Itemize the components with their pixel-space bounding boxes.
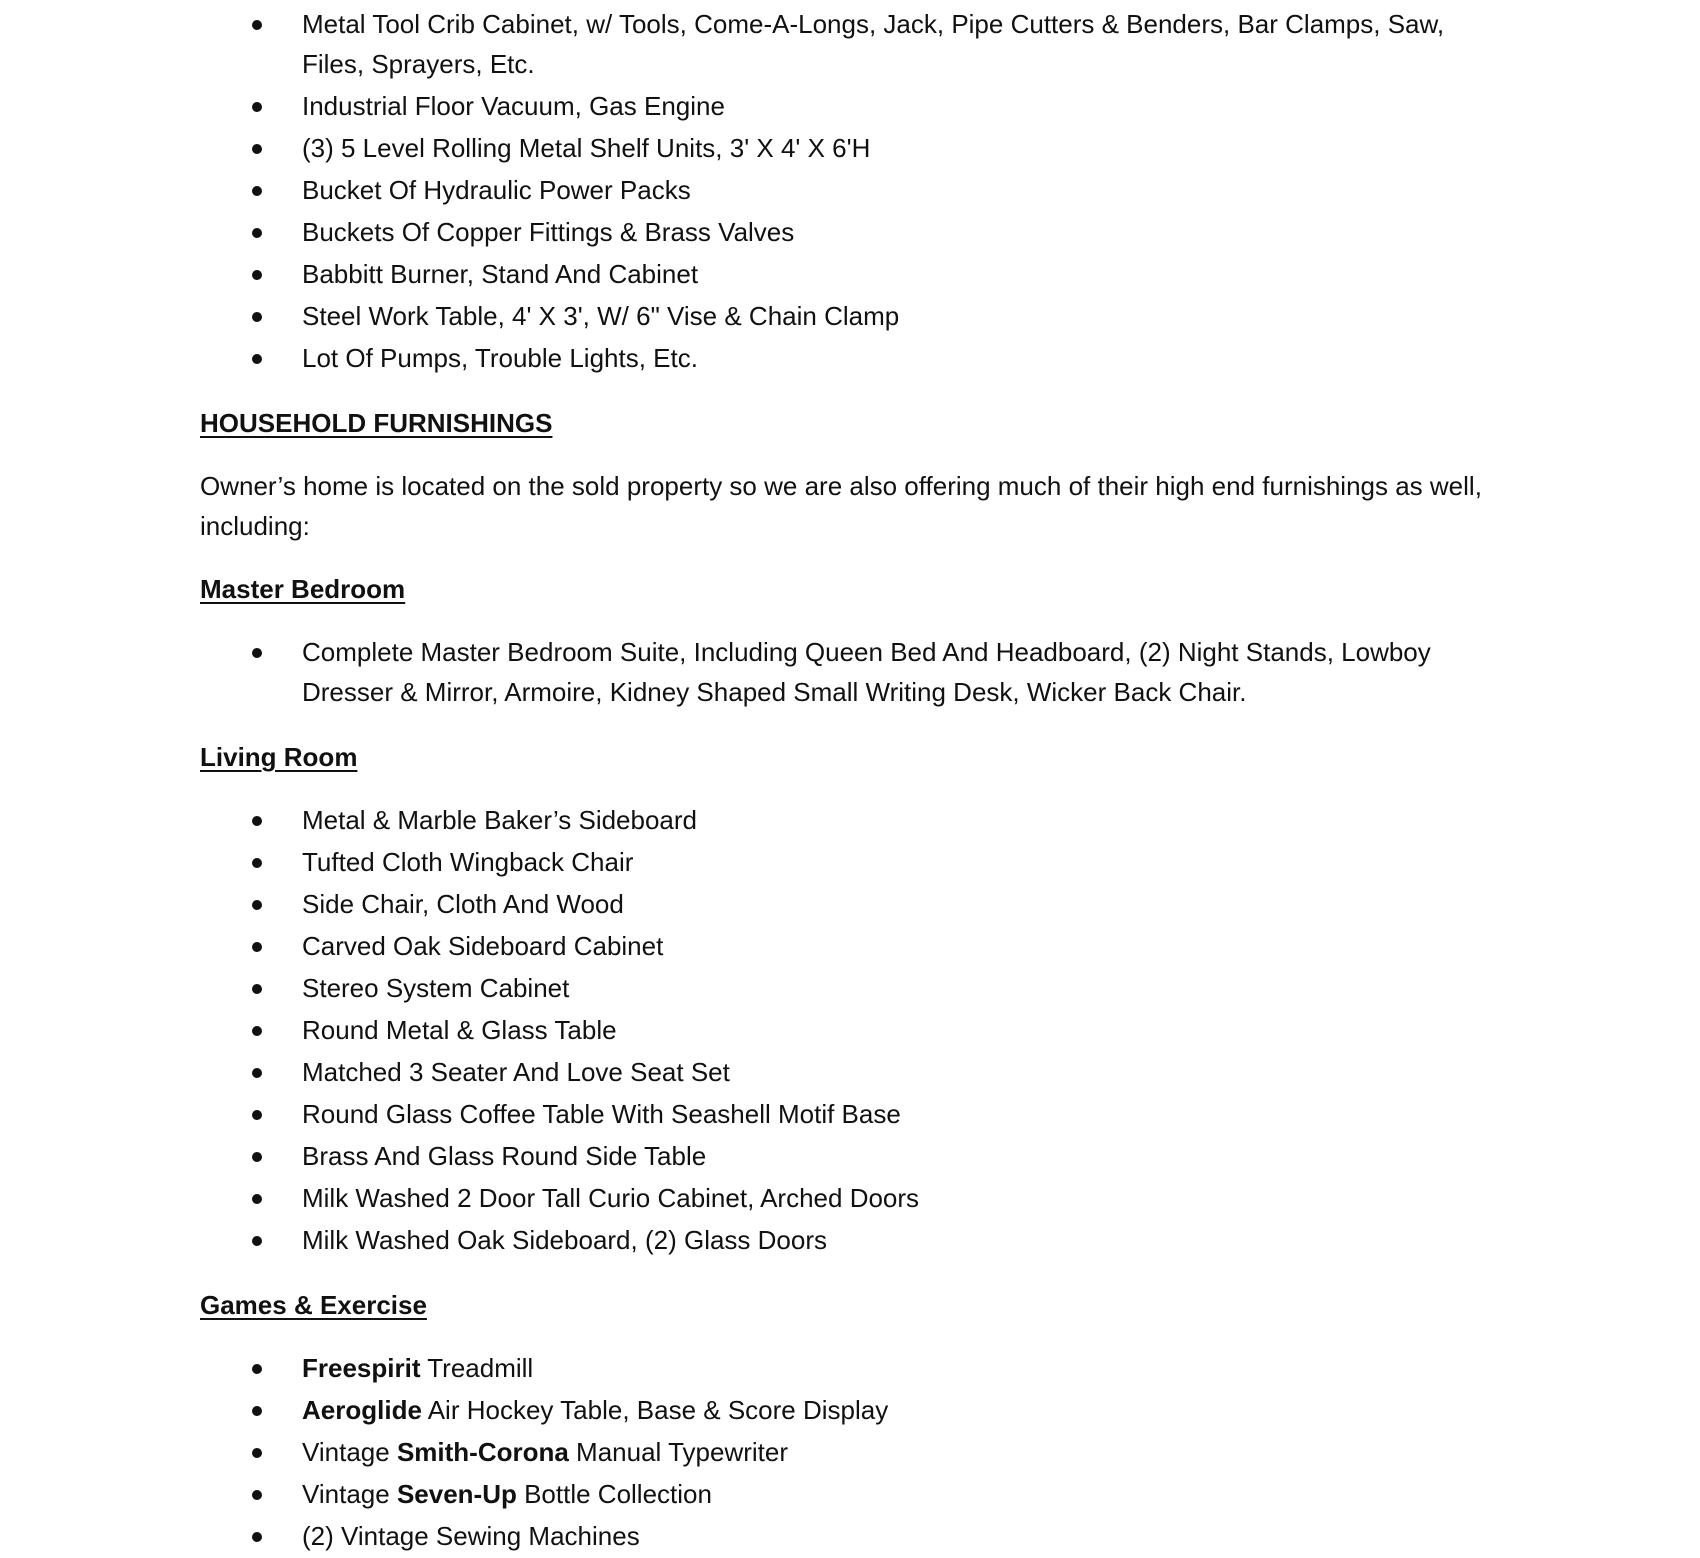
list-item: Buckets Of Copper Fittings & Brass Valves <box>0 212 1482 254</box>
list-item: Carved Oak Sideboard Cabinet <box>0 926 1482 968</box>
bullet-icon <box>252 648 262 658</box>
bullet-icon <box>252 1152 262 1162</box>
bullet-icon <box>252 900 262 910</box>
list-item: Tufted Cloth Wingback Chair <box>0 842 1482 884</box>
list-item: Stereo System Cabinet <box>0 968 1482 1010</box>
bullet-icon <box>252 102 262 112</box>
list-item: Freespirit Treadmill <box>0 1348 1482 1390</box>
tools-list <box>0 4 1482 380</box>
list-item: Aeroglide Air Hockey Table, Base & Score Display <box>0 1390 1482 1432</box>
bullet-icon <box>252 270 262 280</box>
list-item: Brass And Glass Round Side Table <box>0 1136 1482 1178</box>
list-item: Vintage Smith-Corona Manual Typewriter <box>0 1432 1482 1474</box>
list-item: Lot Of Pumps, Trouble Lights, Etc. <box>0 338 1482 380</box>
bullet-icon <box>252 1490 262 1500</box>
bullet-icon <box>252 20 262 30</box>
list-item: Complete Master Bedroom Suite, Including Queen Bed And Headboard, (2) Night Stands, Lowboy Dresser & Mirror, Armoire, Kidney Shaped Small Writing Desk, Wicker Back Chair. <box>0 632 1482 714</box>
bullet-icon <box>252 984 262 994</box>
list-item: Milk Washed 2 Door Tall Curio Cabinet, Arched Doors <box>0 1178 1482 1220</box>
games-exercise-list <box>0 1348 1482 1558</box>
bullet-icon <box>252 186 262 196</box>
bullet-icon <box>252 1194 262 1204</box>
list-item: Metal Tool Crib Cabinet, w/ Tools, Come-A-Longs, Jack, Pipe Cutters & Benders, Bar Clamps, Saw, Files, Sprayers, Etc. <box>0 4 1482 86</box>
bullet-icon <box>252 1532 262 1542</box>
master-bedroom-list <box>0 632 1482 714</box>
list-item: (2) Vintage Sewing Machines <box>0 1516 1482 1558</box>
list-item: Steel Work Table, 4' X 3', W/ 6" Vise & Chain Clamp <box>0 296 1482 338</box>
living-room-heading: Living Room <box>200 742 358 772</box>
list-item: Matched 3 Seater And Love Seat Set <box>0 1052 1482 1094</box>
list-item: Side Chair, Cloth And Wood <box>0 884 1482 926</box>
list-item: Industrial Floor Vacuum, Gas Engine <box>0 86 1482 128</box>
list-item: Bucket Of Hydraulic Power Packs <box>0 170 1482 212</box>
bullet-icon <box>252 858 262 868</box>
bullet-icon <box>252 354 262 364</box>
bullet-icon <box>252 1110 262 1120</box>
bullet-icon <box>252 312 262 322</box>
bullet-icon <box>252 1448 262 1458</box>
bullet-icon <box>252 1026 262 1036</box>
household-heading: HOUSEHOLD FURNISHINGS <box>200 408 553 438</box>
bullet-icon <box>252 1364 262 1374</box>
household-intro: Owner’s home is located on the sold property so we are also offering much of their high end furnishings as well, including: <box>200 471 1482 541</box>
list-item: Babbitt Burner, Stand And Cabinet <box>0 254 1482 296</box>
list-item: Round Glass Coffee Table With Seashell Motif Base <box>0 1094 1482 1136</box>
master-bedroom-heading: Master Bedroom <box>200 574 406 604</box>
list-item: Round Metal & Glass Table <box>0 1010 1482 1052</box>
bullet-icon <box>252 942 262 952</box>
bullet-icon <box>252 228 262 238</box>
games-exercise-heading: Games & Exercise <box>200 1290 427 1320</box>
living-room-list <box>0 800 1482 1262</box>
bullet-icon <box>252 816 262 826</box>
list-item: Milk Washed Oak Sideboard, (2) Glass Doors <box>0 1220 1482 1262</box>
bullet-icon <box>252 1068 262 1078</box>
bullet-icon <box>252 1236 262 1246</box>
bullet-icon <box>252 144 262 154</box>
bullet-icon <box>252 1406 262 1416</box>
list-item: (3) 5 Level Rolling Metal Shelf Units, 3' X 4' X 6'H <box>0 128 1482 170</box>
list-item: Vintage Seven-Up Bottle Collection <box>0 1474 1482 1516</box>
list-item: Metal & Marble Baker’s Sideboard <box>0 800 1482 842</box>
